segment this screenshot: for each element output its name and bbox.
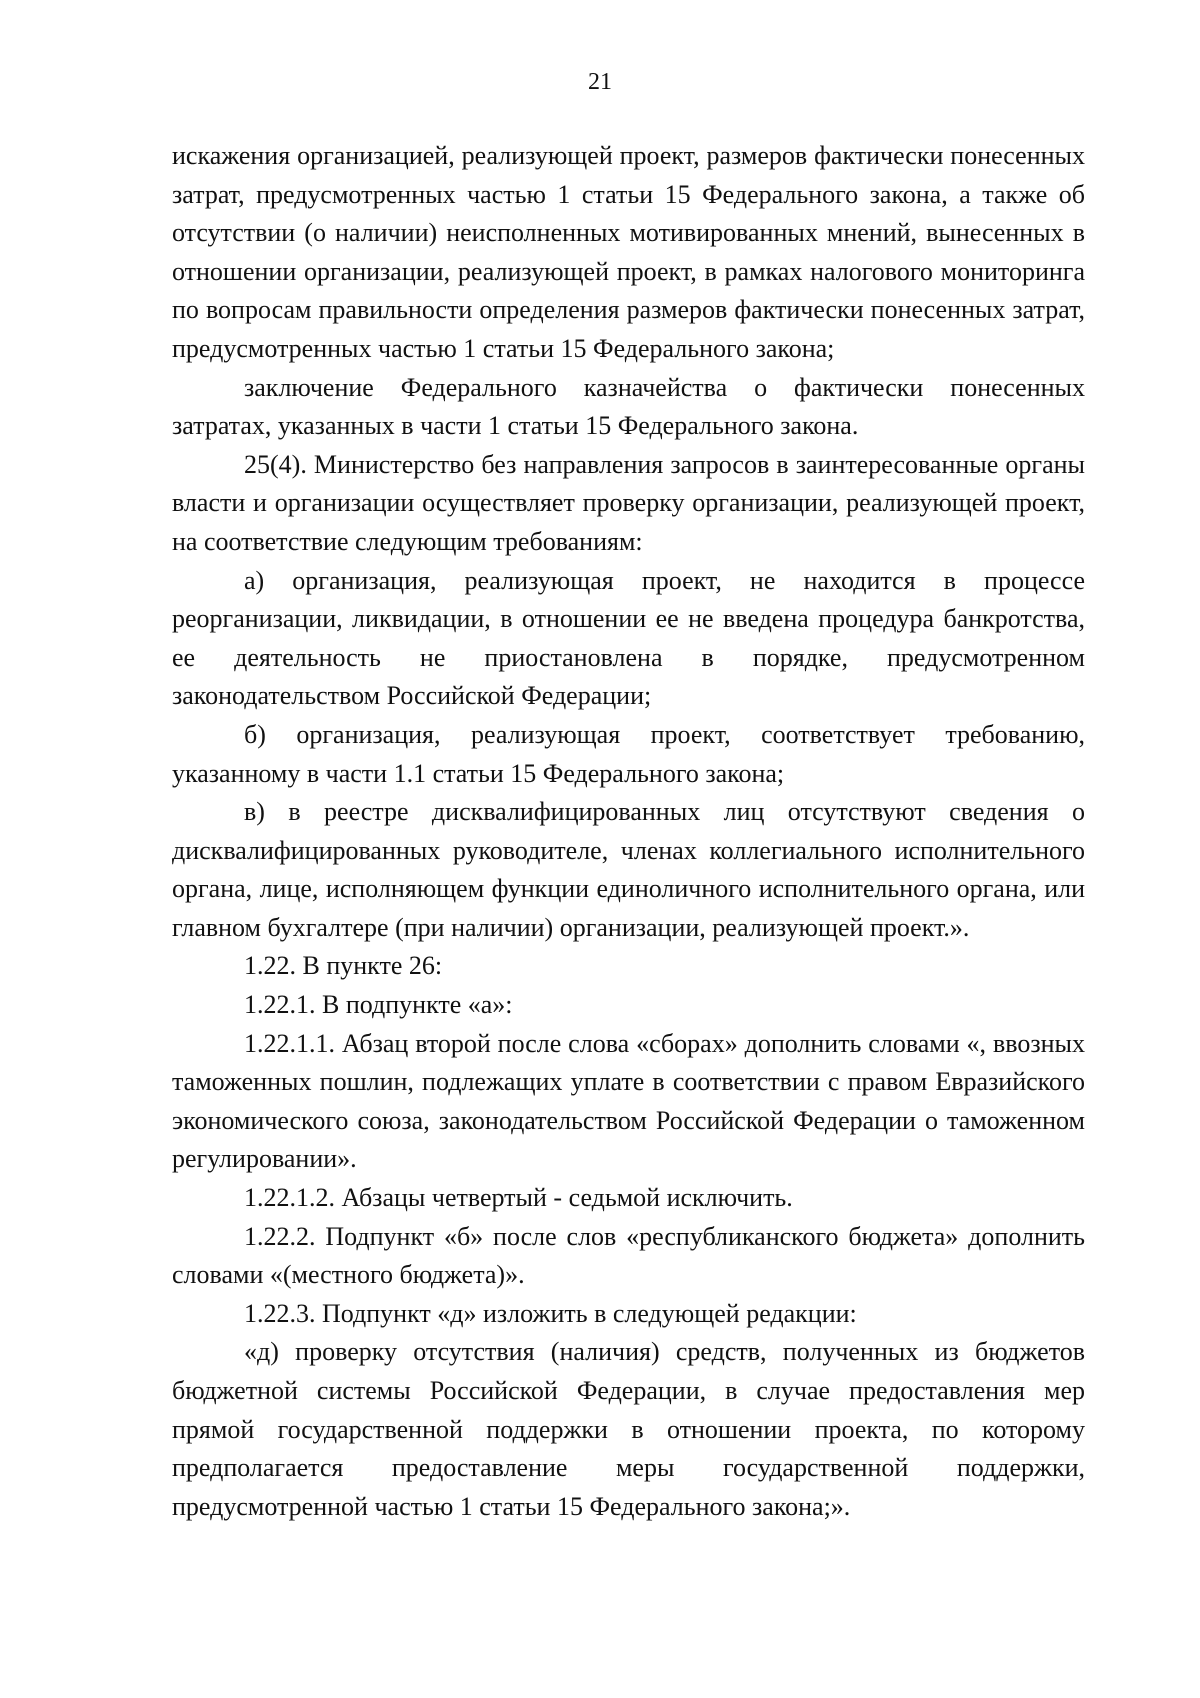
paragraph: 25(4). Министерство без направления запросов в заинтересованные органы власти и организации осуществляет проверку организации, реализующей проект, на соответствие следующим требованиям: [172, 449, 1085, 556]
page-number: 21 [588, 69, 612, 95]
paragraph: 1.22.1. В подпункте «а»: [244, 990, 513, 1020]
paragraph: б) организация, реализующая проект, соответствует требованию, указанному в части 1.1 статьи 15 Федерального закона; [172, 719, 1085, 788]
paragraph: «д) проверку отсутствия (наличия) средств, полученных из бюджетов бюджетной системы Российской Федерации, в случае предоставления мер прямой государственной поддержки в отношении проекта, по которому предполагается предоставление меры государственной поддержки, предусмотренной частью 1 статьи 15 Федерального закона;». [172, 1337, 1085, 1521]
paragraph: а) организация, реализующая проект, не находится в процессе реорганизации, ликвидации, в отношении ее не введена процедура банкротства, ее деятельность не приостановлена в порядке, предусмотренном законодательством Российской Федерации; [172, 565, 1085, 711]
paragraph: 1.22.1.1. Абзац второй после слова «сборах» дополнить словами «, ввозных таможенных пошлин, подлежащих уплате в соответствии с правом Евразийского экономического союза, законодательством Российской Федерации о таможенном регулировании». [172, 1028, 1085, 1174]
document-body [172, 137, 1085, 1526]
paragraph: 1.22.3. Подпункт «д» изложить в следующей редакции: [244, 1298, 857, 1328]
paragraph: искажения организацией, реализующей проект, размеров фактически понесенных затрат, предусмотренных частью 1 статьи 15 Федерального закона, а также об отсутствии (о наличии) неисполненных мотивированных мнений, вынесенных в отношении организации, реализующей проект, в рамках налогового мониторинга по вопросам правильности определения размеров фактически понесенных затрат, предусмотренных частью 1 статьи 15 Федерального закона; [172, 141, 1085, 363]
paragraph: 1.22. В пункте 26: [244, 951, 443, 981]
paragraph: 1.22.1.2. Абзацы четвертый - седьмой исключить. [244, 1183, 793, 1213]
paragraph: 1.22.2. Подпункт «б» после слов «республиканского бюджета» дополнить словами «(местного бюджета)». [172, 1221, 1085, 1290]
paragraph: заключение Федерального казначейства о фактически понесенных затратах, указанных в части 1 статьи 15 Федерального закона. [172, 372, 1085, 441]
paragraph: в) в реестре дисквалифицированных лиц отсутствуют сведения о дисквалифицированных руководителе, членах коллегиального исполнительного органа, лице, исполняющем функции единоличного исполнительного органа, или главном бухгалтере (при наличии) организации, реализующей проект.». [172, 797, 1085, 942]
